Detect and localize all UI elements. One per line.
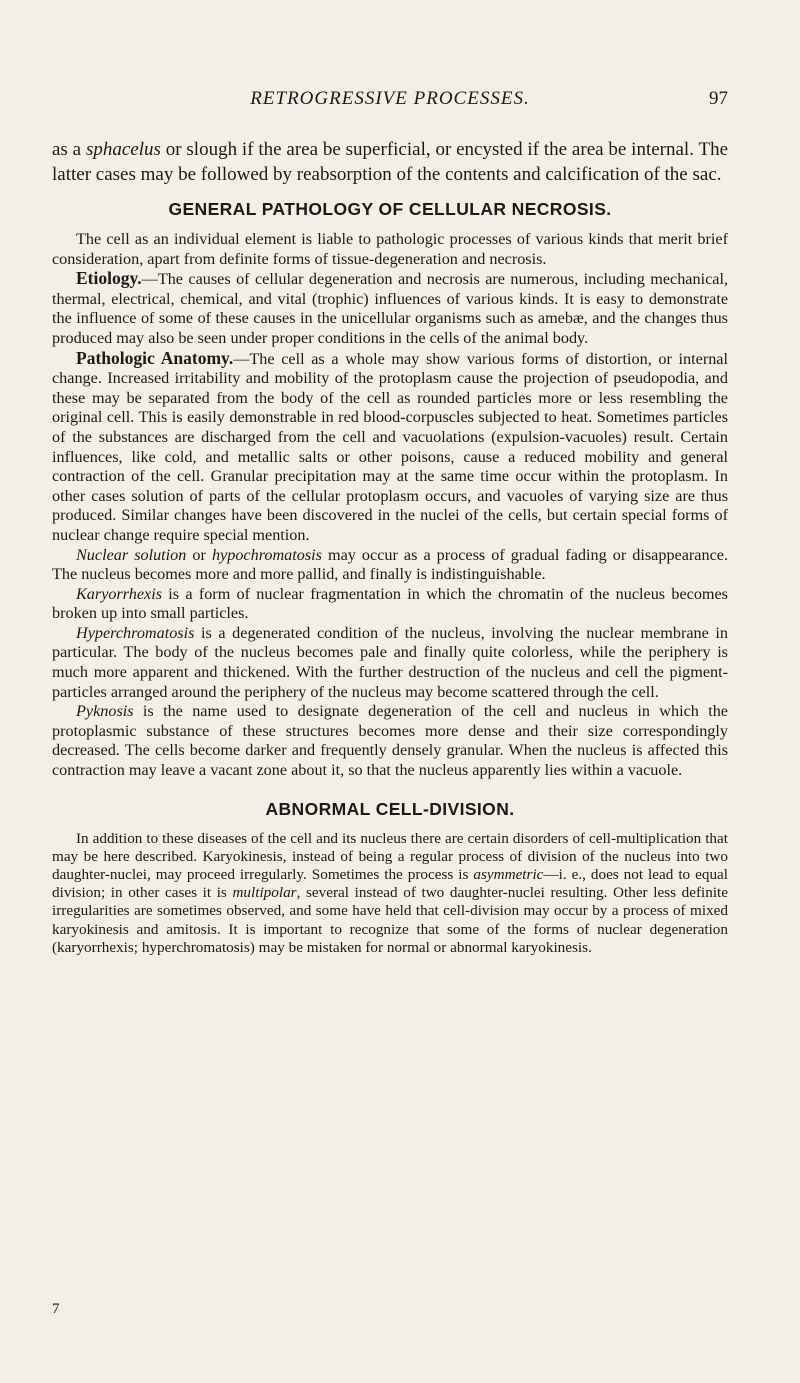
page-number: 97 xyxy=(709,88,728,109)
section-heading-abnormal-cell-division: ABNORMAL CELL-DIVISION. xyxy=(265,798,515,819)
italic-term: sphacelus xyxy=(85,139,161,160)
italic-term: Nuclear solution xyxy=(76,545,187,564)
running-title: RETROGRESSIVE PROCESSES. xyxy=(250,88,530,109)
intro-paragraph: The cell as an individual element is liable to pathologic processes of various kinds that merit brief consideration, apart from definite forms of tissue-degeneration and necrosis. xyxy=(52,230,728,268)
italic-term: Pyknosis xyxy=(76,702,134,721)
signature-mark: 7 xyxy=(52,1301,60,1317)
etiology-heading: Etiology. xyxy=(76,268,142,289)
text-run: is a degenerated condition of the nucleus, involving the nuclear membrane in particular. The body of the nucleus becomes pale and finally quite colorless, while the periphery is much more apparent and thickened. With the further destruction of the nucleus and cell the pigment-particles arranged around the periphery of the nucleus may become scattered through the cell. xyxy=(52,623,728,701)
karyorrhexis-paragraph xyxy=(52,585,728,624)
section-heading-cellular-necrosis: GENERAL PATHOLOGY OF CELLULAR NECROSIS. xyxy=(168,199,612,219)
italic-term: hypochromatosis xyxy=(211,545,322,564)
etiology-paragraph xyxy=(52,269,728,348)
pyknosis-paragraph xyxy=(52,702,728,780)
italic-term: multipolar xyxy=(232,884,297,902)
text-run: as a xyxy=(52,139,86,160)
anatomy-heading: Pathologic Anatomy. xyxy=(76,347,234,368)
anatomy-paragraph xyxy=(52,349,728,546)
text-run: —The causes of cellular degeneration and necrosis are numerous, including mechanical, thermal, electrical, chemical, and vital (trophic) influences of various kinds. It is easy to demonstrate the influence of some of these causes in the unicellular organisms such as amebæ, and the changes thus produced may also be seen under proper conditions in the cells of the animal body. xyxy=(52,270,728,347)
text-run: or slough if the area be superficial, or encysted if the area be internal. The latter cases may be followed by reabsorption of the contents and calcification of the sac. xyxy=(52,139,728,185)
opening-paragraph xyxy=(52,138,728,187)
italic-term: Karyorrhexis xyxy=(76,584,163,603)
cell-division-paragraph xyxy=(52,830,728,957)
text-run: is the name used to designate degeneration of the cell and nucleus in which the protoplasmic substance of these structures becomes more dense and their size correspondingly decreased. The cells become darker and frequently densely granular. When the nucleus is affected this contraction may leave a vacant zone about it, so that the nucleus apparently lies within a vacuole. xyxy=(52,702,728,780)
text-run: —The cell as a whole may show various forms of distortion, or internal change. Increased irritability and mobility of the protoplasm cause the projection of pseudopodia, and these may be separated from the body of the cell as rounded particles more or less resembling the original cell. This is easily demonstrable in red blood-corpuscles subjected to heat. Sometimes particles of the substances are discharged from the cell and vacuolations (expulsion-vacuoles) result. Certain influences, like cold, and metallic salts or other poisons, cause a reduced mobility and general contraction of the cell. Granular precipitation may at the same time occur within the protoplasm. In other cases solution of parts of the cellular protoplasm occurs, and vacuoles of varying size are thus produced. Similar changes have been discovered in the nuclei of the cells, but certain special forms of nuclear change require special mention. xyxy=(52,349,728,544)
page-body xyxy=(52,138,728,957)
text-run: In addition to these diseases of the cell and its nucleus there are certain disorders of cell-multiplication that may be here described. Karyokinesis, instead of being a regular process of division of the nucleus into two daughter-nuclei, may proceed irregularly. Sometimes the process is xyxy=(52,829,728,884)
hyperchromatosis-paragraph xyxy=(52,624,728,702)
text-run: —i. e., does not lead to equal division; in other cases it is xyxy=(52,866,728,902)
italic-term: asymmetric xyxy=(473,866,544,884)
text-run: or xyxy=(186,545,212,564)
text-run: may occur as a process of gradual fading or disappearance. The nucleus becomes more and more pallid, and finally is indistinguishable. xyxy=(52,545,729,584)
page-header xyxy=(52,88,728,112)
text-run: , several instead of two daughter-nuclei resulting. Other less definite irregularities are sometimes observed, and some have held that cell-division may occur by a process of mixed karyokinesis and amitosis. It is important to recognize that some of the forms of nuclear degeneration (karyorrhexis; hyperchromatosis) may be mistaken for normal or abnormal karyokinesis. xyxy=(52,884,728,956)
text-run: is a form of nuclear fragmentation in which the chromatin of the nucleus becomes broken up into small particles. xyxy=(52,584,728,623)
nuclear-solution-paragraph xyxy=(52,546,728,585)
italic-term: Hyperchromatosis xyxy=(76,623,195,642)
